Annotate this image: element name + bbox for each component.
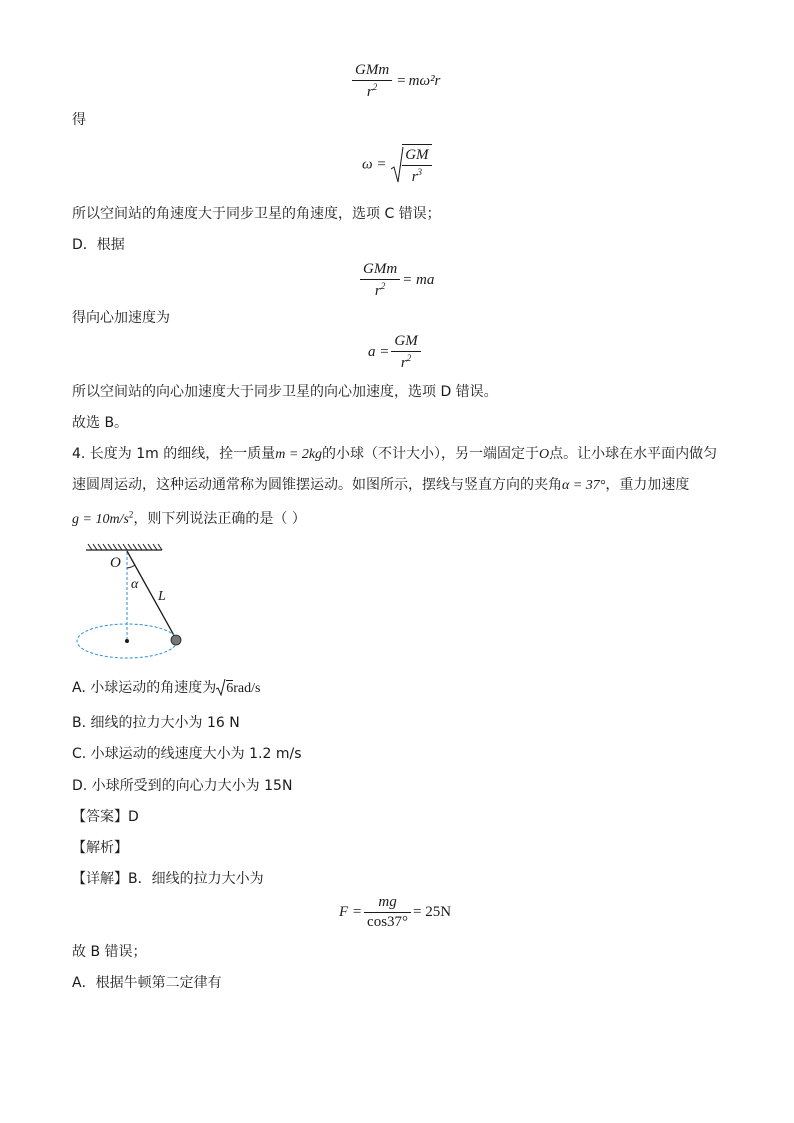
formula-denominator: r (366, 84, 373, 100)
formula-lhs: a = (368, 344, 390, 360)
center-point (125, 639, 129, 643)
formula-numerator: GMm (360, 261, 400, 280)
text-option-c-conclusion: 所以空间站的角速度大于同步卫星的角速度，选项 C 错误； (72, 206, 441, 222)
pendulum-ball (171, 635, 181, 645)
text-de: 得 (72, 112, 86, 128)
option-c: C. 小球运动的线速度大小为 1.2 m/s (72, 746, 302, 762)
formula-acceleration: a = $\frac{GM}{r^2}$ (368, 333, 423, 372)
formula-denominator: cos37° (367, 914, 409, 930)
formula-gravity-centripetal: $\frac{\text{GMm}}{r^2}$ = mω²r (350, 62, 440, 101)
label-o: O (110, 555, 121, 571)
mass-value: m = 2kg (275, 447, 323, 462)
formula-numerator: GM (402, 147, 431, 166)
formula-rhs: = 25N (413, 904, 452, 920)
option-a: A. 小球运动的角速度为 6rad/s (72, 680, 261, 696)
analysis-label: 【解析】 (72, 840, 128, 856)
detail-text: B．细线的拉力大小为 (128, 871, 264, 887)
text-b-wrong: 故 B 错误； (72, 944, 147, 960)
ceiling-hatch (88, 544, 162, 550)
formula-numerator: GM (391, 333, 420, 352)
detail-line (72, 868, 264, 888)
formula-rhs: mω²r (408, 73, 441, 89)
conical-pendulum-figure (72, 540, 192, 665)
formula-gravity-ma: $\frac{\text{GMm}}{r^2}$ = ma (358, 261, 434, 300)
formula-denominator: r (400, 355, 407, 371)
alpha-value: α = 37° (562, 478, 606, 493)
option-b: B. 细线的拉力大小为 16 N (72, 715, 240, 731)
label-l: L (158, 589, 166, 604)
formula-rhs: = ma (402, 272, 435, 288)
text-centripetal-acc: 得向心加速度为 (72, 310, 170, 326)
option-a-radicand: 6 (226, 681, 234, 696)
formula-numerator: mg (364, 894, 411, 913)
question-4-line-1: 4. 长度为 1m 的细线，拴一质量m = 2kg的小球（不计大小），另一端固定于O点。让小球在水平面内做匀 (72, 446, 718, 462)
formula-numerator: GMm (352, 62, 392, 81)
answer-line (72, 806, 139, 826)
sqrt-sign-icon (216, 678, 226, 696)
point-o: O (539, 447, 550, 462)
label-alpha: α (131, 577, 139, 592)
answer-value: D (128, 809, 139, 825)
formula-lhs: F = (339, 904, 363, 920)
option-d: D. 小球所受到的向心力大小为 15N (72, 778, 293, 794)
angle-arc (127, 565, 135, 568)
question-4-line-2: 速圆周运动，这种运动通常称为圆锥摆运动。如图所示，摆线与竖直方向的夹角α = 37°，重力加速度 (72, 477, 690, 493)
question-4-line-3: $g = 10m/s^2$，则下列说法正确的是（ ） (72, 509, 306, 527)
formula-equals: = (397, 73, 406, 89)
option-a-unit: rad/s (233, 681, 261, 696)
gravity-value: g = 10m/s (72, 512, 129, 527)
text-option-d-conclusion: 所以空间站的向心加速度大于同步卫星的向心加速度，选项 D 错误。 (72, 384, 498, 400)
detail-label: 【详解】 (72, 871, 128, 887)
formula-denominator: r (374, 283, 381, 299)
text-choose-b: 故选 B。 (72, 415, 129, 431)
formula-omega: ω = $\frac{GM}{r^3}$ (362, 144, 434, 186)
formula-lhs: ω = (362, 156, 387, 173)
formula-denominator: r (411, 169, 418, 185)
formula-tension (339, 894, 451, 931)
answer-label: 【答案】 (72, 809, 128, 825)
text-newton-second-law: A．根据牛顿第二定律有 (72, 975, 222, 991)
text-d-genju: D．根据 (72, 237, 125, 253)
